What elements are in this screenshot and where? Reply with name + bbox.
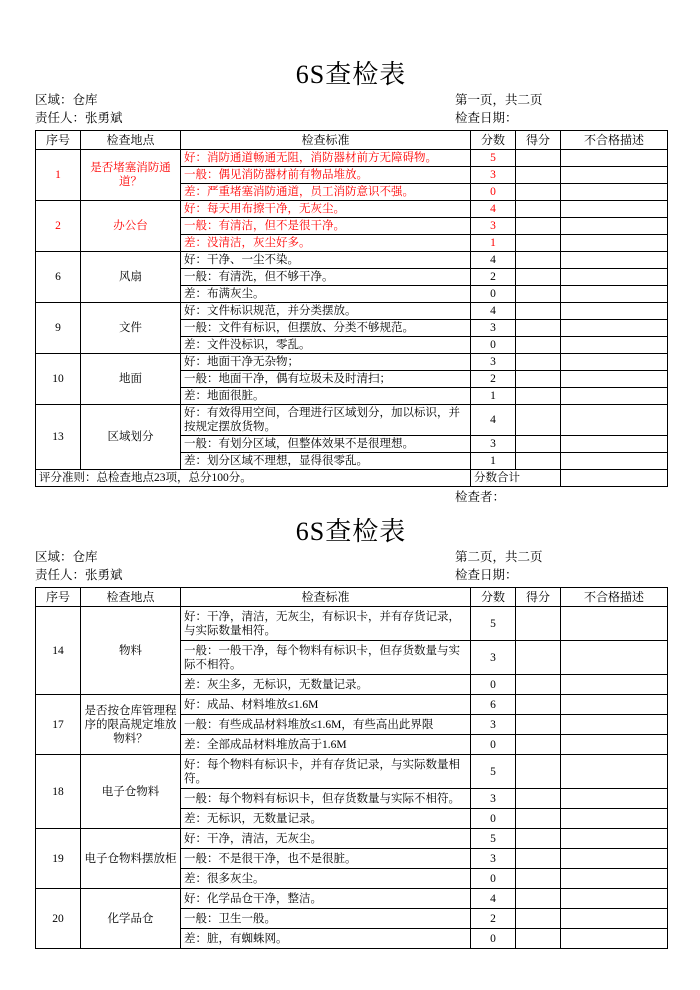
earned-score-cell [516, 849, 561, 869]
inspection-table-page-1 [35, 130, 668, 487]
score-value: 6 [471, 695, 516, 715]
inspection-location: 电子仓物料 [81, 755, 181, 829]
criteria-text: 好：每天用布擦干净，无灰尘。 [181, 201, 471, 218]
nonconformity-cell [561, 809, 668, 829]
nonconformity-cell [561, 269, 668, 286]
inspection-date-label: 检查日期： [455, 111, 518, 125]
earned-score-cell [516, 789, 561, 809]
score-value: 4 [471, 889, 516, 909]
nonconformity-cell [561, 695, 668, 715]
score-value: 0 [471, 675, 516, 695]
criteria-text: 好：地面干净无杂物； [181, 354, 471, 371]
responsible-person: 责任人：张勇斌 [35, 568, 123, 582]
score-value: 5 [471, 150, 516, 167]
earned-score-cell [516, 695, 561, 715]
criteria-text: 一般：卫生一般。 [181, 909, 471, 929]
criteria-text: 一般：一般干净，每个物料有标识卡，但存货数量与实际不相符。 [181, 641, 471, 675]
earned-score-cell [516, 436, 561, 453]
score-value: 0 [471, 929, 516, 949]
nonconformity-cell [561, 337, 668, 354]
nonconformity-cell [561, 889, 668, 909]
item-number: 10 [36, 354, 81, 405]
inspection-location: 风扇 [81, 252, 181, 303]
inspection-location: 区域划分 [81, 405, 181, 470]
item-number: 9 [36, 303, 81, 354]
score-value: 2 [471, 909, 516, 929]
nonconformity-cell [561, 184, 668, 201]
score-value: 4 [471, 201, 516, 218]
table-header-row [36, 588, 668, 607]
header-score: 分数 [471, 131, 516, 150]
earned-score-cell [516, 453, 561, 470]
score-value: 3 [471, 789, 516, 809]
earned-score-cell [516, 303, 561, 320]
earned-score-cell [516, 388, 561, 405]
nonconformity-cell [561, 354, 668, 371]
score-value: 1 [471, 453, 516, 470]
criteria-text: 差：布满灰尘。 [181, 286, 471, 303]
criteria-row [36, 303, 668, 320]
item-number: 6 [36, 252, 81, 303]
nonconformity-cell [561, 235, 668, 252]
nonconformity-cell [561, 715, 668, 735]
earned-score-cell [516, 889, 561, 909]
score-value: 3 [471, 641, 516, 675]
document-title: 6S查检表 [295, 60, 407, 89]
earned-score-cell [516, 909, 561, 929]
earned-score-cell [516, 809, 561, 829]
nonconformity-cell [561, 849, 668, 869]
nonconformity-cell [561, 252, 668, 269]
criteria-text: 一般：文件有标识，但摆放、分类不够规范。 [181, 320, 471, 337]
inspection-location: 物料 [81, 607, 181, 695]
score-value: 4 [471, 252, 516, 269]
document-title: 6S查检表 [295, 517, 407, 546]
footer-row [36, 470, 668, 487]
criteria-text: 差：全部成品材料堆放高于1.6M [181, 735, 471, 755]
criteria-row [36, 150, 668, 167]
criteria-text: 好：干净，清洁，无灰尘。 [181, 829, 471, 849]
header-no: 序号 [36, 131, 81, 150]
criteria-text: 差：没清洁，灰尘好多。 [181, 235, 471, 252]
criteria-text: 好：有效得用空间，合理进行区域划分，加以标识，并按规定摆放货物。 [181, 405, 471, 436]
earned-score-cell [516, 607, 561, 641]
score-value: 3 [471, 436, 516, 453]
criteria-text: 差：无标识，无数量记录。 [181, 809, 471, 829]
score-value: 5 [471, 607, 516, 641]
nonconformity-cell [561, 789, 668, 809]
score-value: 0 [471, 809, 516, 829]
criteria-text: 一般：有些成品材料堆放≤1.6M，有些高出此界限 [181, 715, 471, 735]
score-value: 4 [471, 303, 516, 320]
checklist-page-2 [0, 507, 700, 949]
earned-score-cell [516, 405, 561, 436]
nonconformity-cell [561, 675, 668, 695]
score-value: 0 [471, 337, 516, 354]
nonconformity-cell [561, 320, 668, 337]
score-value: 3 [471, 320, 516, 337]
scoring-rule: 评分准则：总检查地点23项，总分100分。 [36, 470, 471, 487]
nonconformity-cell [561, 641, 668, 675]
meta-row-responsible [35, 567, 667, 584]
nonconformity-cell [561, 909, 668, 929]
area-value: 区域：仓库 [35, 93, 98, 107]
criteria-text: 一般：有清洗，但不够干净。 [181, 269, 471, 286]
criteria-text: 好：化学品仓干净，整洁。 [181, 889, 471, 909]
score-value: 5 [471, 829, 516, 849]
criteria-text: 一般：偶见消防器材前有物品堆放。 [181, 167, 471, 184]
score-value: 1 [471, 388, 516, 405]
inspection-location: 办公台 [81, 201, 181, 252]
inspection-date-label: 检查日期： [455, 568, 518, 582]
criteria-text: 差：严重堵塞消防通道，员工消防意识不强。 [181, 184, 471, 201]
header-description: 不合格描述 [561, 131, 668, 150]
meta-row-area [35, 92, 667, 109]
criteria-text: 差：很多灰尘。 [181, 869, 471, 889]
criteria-text: 差：划分区域不理想，显得很零乱。 [181, 453, 471, 470]
criteria-row [36, 695, 668, 715]
criteria-row [36, 755, 668, 789]
criteria-text: 好：干净，清洁，无灰尘，有标识卡，并有存货记录，与实际数量相符。 [181, 607, 471, 641]
earned-score-cell [516, 337, 561, 354]
table-header-row [36, 131, 668, 150]
score-value: 3 [471, 354, 516, 371]
nonconformity-cell [561, 371, 668, 388]
earned-score-cell [516, 371, 561, 388]
item-number: 1 [36, 150, 81, 201]
earned-score-cell [516, 320, 561, 337]
criteria-text: 好：消防通道畅通无阻，消防器材前方无障碍物。 [181, 150, 471, 167]
header-earned: 得分 [516, 131, 561, 150]
nonconformity-cell [561, 150, 668, 167]
inspection-table-page-2 [35, 587, 668, 949]
score-value: 3 [471, 218, 516, 235]
criteria-row [36, 252, 668, 269]
earned-score-cell [516, 354, 561, 371]
total-score-cell [561, 470, 668, 487]
score-value: 0 [471, 869, 516, 889]
earned-score-cell [516, 235, 561, 252]
nonconformity-cell [561, 607, 668, 641]
earned-score-cell [516, 829, 561, 849]
total-score-label: 分数合计 [471, 470, 561, 487]
area-value: 区域：仓库 [35, 550, 98, 564]
earned-score-cell [516, 201, 561, 218]
score-value: 1 [471, 235, 516, 252]
inspection-location: 电子仓物料摆放柜 [81, 829, 181, 889]
criteria-row [36, 201, 668, 218]
item-number: 19 [36, 829, 81, 889]
score-value: 5 [471, 755, 516, 789]
earned-score-cell [516, 929, 561, 949]
score-value: 3 [471, 849, 516, 869]
earned-score-cell [516, 150, 561, 167]
nonconformity-cell [561, 218, 668, 235]
criteria-text: 差：灰尘多，无标识，无数量记录。 [181, 675, 471, 695]
header-standard: 检查标准 [181, 588, 471, 607]
criteria-row [36, 829, 668, 849]
criteria-row [36, 607, 668, 641]
criteria-text: 差：地面很脏。 [181, 388, 471, 405]
criteria-text: 差：脏，有蜘蛛网。 [181, 929, 471, 949]
nonconformity-cell [561, 303, 668, 320]
item-number: 20 [36, 889, 81, 949]
criteria-row [36, 889, 668, 909]
item-number: 13 [36, 405, 81, 470]
score-value: 0 [471, 735, 516, 755]
inspection-location: 文件 [81, 303, 181, 354]
nonconformity-cell [561, 405, 668, 436]
inspection-location: 是否堵塞消防通道？ [81, 150, 181, 201]
earned-score-cell [516, 735, 561, 755]
earned-score-cell [516, 675, 561, 695]
header-earned: 得分 [516, 588, 561, 607]
criteria-row [36, 354, 668, 371]
criteria-text: 好：每个物料有标识卡，并有存货记录，与实际数量相符。 [181, 755, 471, 789]
earned-score-cell [516, 286, 561, 303]
earned-score-cell [516, 869, 561, 889]
nonconformity-cell [561, 869, 668, 889]
earned-score-cell [516, 641, 561, 675]
score-value: 0 [471, 184, 516, 201]
header-location: 检查地点 [81, 131, 181, 150]
criteria-text: 好：成品、材料堆放≤1.6M [181, 695, 471, 715]
criteria-text: 一般：不是很干净，也不是很脏。 [181, 849, 471, 869]
item-number: 14 [36, 607, 81, 695]
inspection-location: 化学品仓 [81, 889, 181, 949]
nonconformity-cell [561, 755, 668, 789]
nonconformity-cell [561, 167, 668, 184]
earned-score-cell [516, 715, 561, 735]
criteria-text: 一般：有划分区域，但整体效果不是很理想。 [181, 436, 471, 453]
responsible-person: 责任人：张勇斌 [35, 111, 123, 125]
criteria-text: 差：文件没标识，零乱。 [181, 337, 471, 354]
meta-row-responsible [35, 110, 667, 127]
page-number-info: 第二页，共二页 [455, 550, 543, 564]
item-number: 17 [36, 695, 81, 755]
score-value: 2 [471, 269, 516, 286]
earned-score-cell [516, 218, 561, 235]
criteria-text: 一般：每个物料有标识卡，但存货数量与实际不相符。 [181, 789, 471, 809]
earned-score-cell [516, 252, 561, 269]
header-standard: 检查标准 [181, 131, 471, 150]
criteria-text: 好：干净、一尘不染。 [181, 252, 471, 269]
nonconformity-cell [561, 286, 668, 303]
header-score: 分数 [471, 588, 516, 607]
nonconformity-cell [561, 201, 668, 218]
nonconformity-cell [561, 829, 668, 849]
earned-score-cell [516, 269, 561, 286]
nonconformity-cell [561, 929, 668, 949]
criteria-text: 好：文件标识规范，并分类摆放。 [181, 303, 471, 320]
header-no: 序号 [36, 588, 81, 607]
earned-score-cell [516, 755, 561, 789]
earned-score-cell [516, 184, 561, 201]
score-value: 3 [471, 167, 516, 184]
criteria-text: 一般：地面干净，偶有垃圾未及时清扫； [181, 371, 471, 388]
inspector-signature-label: 检查者： [455, 490, 506, 504]
criteria-text: 一般：有清洁，但不是很干净。 [181, 218, 471, 235]
header-description: 不合格描述 [561, 588, 668, 607]
inspection-location: 是否按仓库管理程序的限高规定堆放物料？ [81, 695, 181, 755]
score-value: 0 [471, 286, 516, 303]
score-value: 3 [471, 715, 516, 735]
score-value: 4 [471, 405, 516, 436]
header-location: 检查地点 [81, 588, 181, 607]
meta-row-area [35, 549, 667, 566]
earned-score-cell [516, 167, 561, 184]
nonconformity-cell [561, 436, 668, 453]
inspection-location: 地面 [81, 354, 181, 405]
nonconformity-cell [561, 388, 668, 405]
item-number: 18 [36, 755, 81, 829]
score-value: 2 [471, 371, 516, 388]
nonconformity-cell [561, 453, 668, 470]
item-number: 2 [36, 201, 81, 252]
criteria-row [36, 405, 668, 436]
nonconformity-cell [561, 735, 668, 755]
page-number-info: 第一页，共二页 [455, 93, 543, 107]
